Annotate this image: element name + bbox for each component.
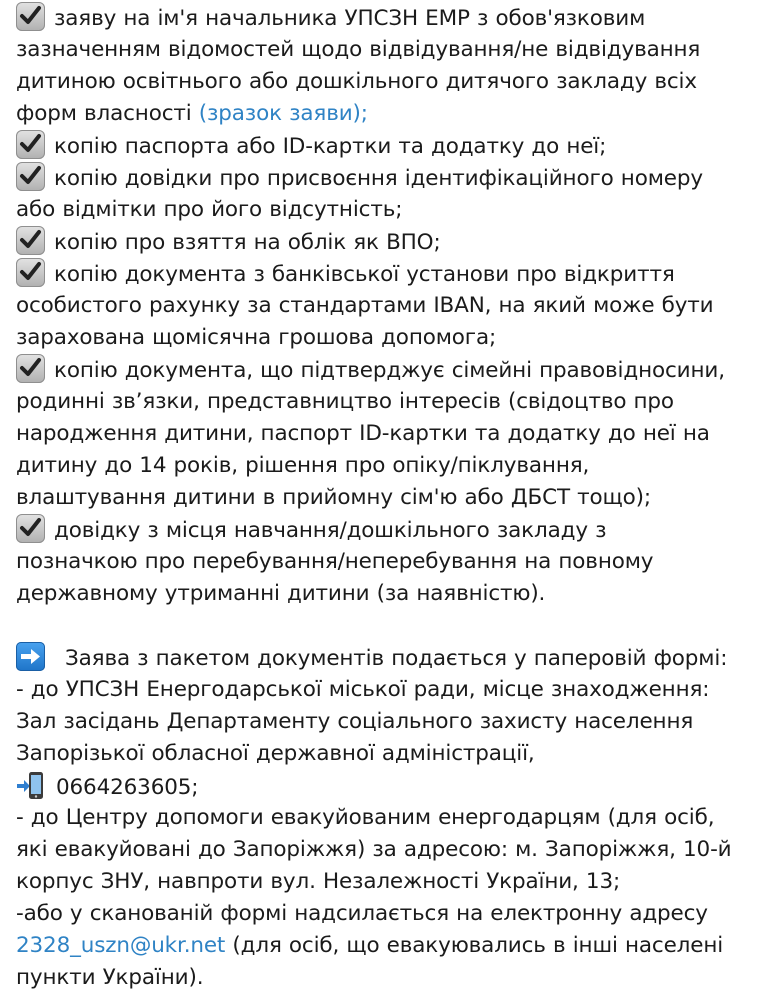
address-text: - до УПСЗН Енергодарської міської ради, місце знаходження: (16, 677, 710, 702)
list-item-family-relations (16, 354, 748, 386)
address-text: -або у сканованій формі надсилається на електронну адресу (16, 901, 708, 926)
list-item-tax-id (16, 162, 748, 194)
check-mark-icon (16, 130, 45, 159)
address-text: Запорізької обласної державної адміністрації, (16, 741, 535, 766)
address-text: пункти України). (16, 965, 204, 990)
check-mark-icon (16, 514, 45, 543)
phone-line (16, 770, 748, 802)
list-item-text: копію довідки про присвоєння ідентифікаційного номеру (54, 166, 703, 191)
address-text: Зал засідань Департаменту соціального захисту населення (16, 709, 694, 734)
list-item-text: довідку з місця навчання/дошкільного закладу з (54, 518, 607, 543)
submission-heading (16, 642, 748, 674)
check-mark-icon (16, 226, 45, 255)
email-link[interactable]: 2328_uszn@ukr.net (16, 933, 226, 958)
list-item-application (16, 2, 748, 34)
list-item-text: форм власності (16, 101, 192, 126)
check-mark-icon (16, 354, 45, 383)
list-item-text: зазначенням відомостей щодо відвідування/не відвідування (16, 37, 701, 62)
right-arrow-icon (16, 642, 45, 671)
check-mark-icon (16, 258, 45, 287)
list-item-idp-registration (16, 226, 748, 258)
check-mark-icon (16, 162, 45, 191)
list-item-text: копію документа з банківської установи про відкриття (54, 262, 675, 287)
sample-application-link[interactable]: (зразок заяви); (198, 101, 368, 126)
list-item-text: родинні зв’язки, представництво інтересів (свідоцтво про (16, 389, 674, 414)
list-item-text: народження дитини, паспорт ID-картки та додатку до неї на (16, 421, 710, 446)
address-text: корпус ЗНУ, навпроти вул. Незалежності України, 13; (16, 869, 621, 894)
list-item-text: копію паспорта або ID-картки та додатку до неї; (54, 134, 607, 159)
list-item-text: дитину до 14 років, рішення про опіку/піклування, (16, 453, 590, 478)
list-item-text: влаштування дитини в прийомну сім'ю або ДБСТ тощо); (16, 485, 651, 510)
mobile-phone-with-arrow-icon (16, 770, 46, 800)
list-item-text: копію про взяття на облік як ВПО; (54, 230, 441, 255)
paragraph-gap (16, 610, 748, 642)
submission-heading-text: Заява з пакетом документів подається у паперовій формі: (65, 646, 728, 671)
list-item-passport (16, 130, 748, 162)
phone-number[interactable]: 0664263605; (56, 775, 199, 800)
list-item-bank-account (16, 258, 748, 290)
address-text: (для осіб, що евакуювались в інші населені (232, 933, 724, 958)
list-item-text: або відмітки про його відсутність; (16, 197, 403, 222)
list-item-text: зарахована щомісячна грошова допомога; (16, 325, 497, 350)
list-item-text: копію документа, що підтверджує сімейні правовідносини, (54, 358, 725, 383)
list-item-text: дитиною освітнього або дошкільного дитячого закладу всіх (16, 69, 697, 94)
list-item-text: державному утриманні дитини (за наявністю). (16, 581, 546, 606)
list-item-study-certificate (16, 514, 748, 546)
address-text: які евакуйовані до Запоріжжя) за адресою: м. Запоріжжя, 10-й (16, 837, 732, 862)
list-item-text: особистого рахунку за стандартами IBAN, на який може бути (16, 293, 714, 318)
address-text: - до Центру допомоги евакуйованим енергодарцям (для осіб, (16, 805, 715, 830)
list-item-text: позначкою про перебування/неперебування на повному (16, 549, 654, 574)
check-mark-icon (16, 2, 45, 31)
list-item-text: заяву на ім'я начальника УПСЗН ЕМР з обов'язковим (54, 6, 646, 31)
